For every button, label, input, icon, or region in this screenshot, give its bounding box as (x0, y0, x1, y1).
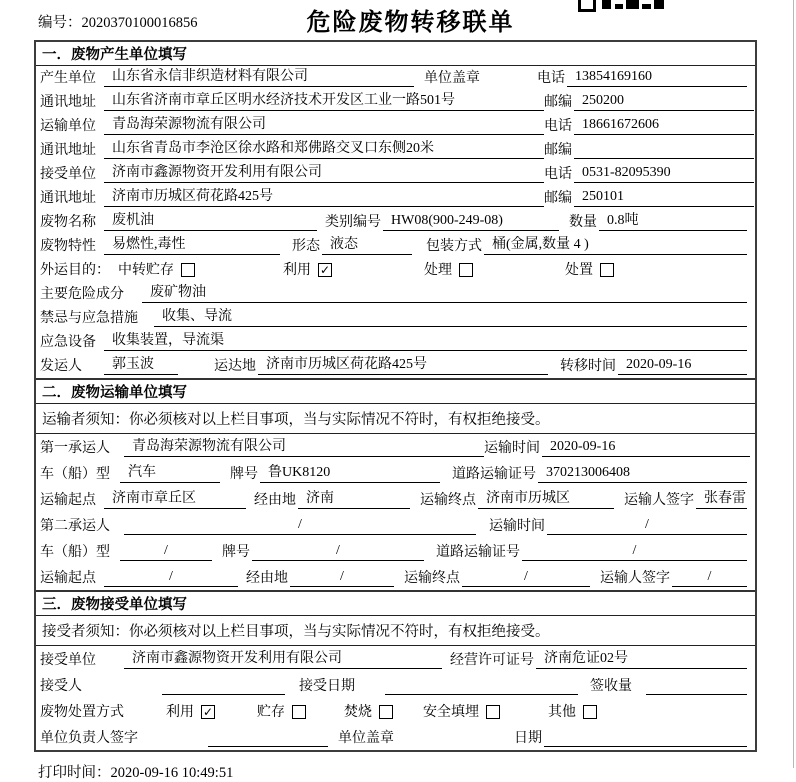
plate-number-value: 鲁UK8120 (260, 464, 440, 483)
option-label: 安全填埋 (423, 705, 479, 720)
physical-form-value: 液态 (322, 236, 412, 255)
producer-address-row (36, 90, 755, 114)
waste-characteristics-label: 废物特性 (40, 239, 96, 254)
serial-label: 编号： (38, 15, 82, 31)
checkbox-unchecked (181, 263, 195, 277)
zip-label: 邮编 (544, 143, 572, 158)
receiver-notice: 接受者须知：你必须核对以上栏目事项，当与实际情况不符时，有权拒绝接受。 (36, 616, 755, 646)
waste-characteristics-row (36, 234, 755, 258)
category-code-value: HW08(900-249-08) (383, 212, 559, 231)
address-label: 通讯地址 (40, 95, 96, 110)
via-label: 经由地 (246, 571, 288, 586)
print-time-value: 2020-09-16 10:49:51 (110, 765, 234, 781)
checkbox-unchecked (379, 705, 393, 719)
checkbox-checked: ✓ (319, 263, 331, 277)
transfer-date-label: 转移时间 (560, 359, 616, 374)
disposal-option-landfill (423, 701, 500, 721)
receiver-unit-value: 济南市鑫源物资开发利用有限公司 (104, 164, 544, 183)
purpose-option-dispose (565, 259, 614, 279)
carrier-signature2-value: / (672, 568, 747, 587)
transporter-unit-row (36, 114, 755, 138)
zip-label: 邮编 (544, 95, 572, 110)
vehicle-type2-value: / (120, 542, 212, 561)
page-edge-divider (793, 0, 794, 768)
road-permit2-value: / (522, 542, 747, 561)
destination-label: 运达地 (214, 359, 256, 374)
address-label: 通讯地址 (40, 191, 96, 206)
receiver-unit-label: 接受单位 (40, 167, 96, 182)
transfer-purpose-label: 外运目的： (40, 263, 110, 278)
accepting-unit-label: 接受单位 (40, 653, 96, 668)
waste-characteristics-value: 易燃性,毒性 (104, 236, 280, 255)
phone-label: 电话 (537, 71, 565, 86)
license-number-label: 经营许可证号 (450, 653, 534, 668)
option-label: 处置 (565, 263, 593, 278)
transporter-address-row (36, 138, 755, 162)
print-time-label: 打印时间： (38, 765, 111, 781)
endpoint-label: 运输终点 (420, 493, 476, 508)
qr-code-icon (578, 0, 666, 10)
responsible-signature-row (36, 724, 755, 750)
acceptor-label: 接受人 (40, 679, 82, 694)
vehicle-type-label: 车（船）型 (40, 545, 110, 560)
checkbox-unchecked (292, 705, 306, 719)
emergency-equipment-row (36, 330, 755, 354)
transporter-zip-value (574, 157, 754, 159)
option-label: 其他 (548, 705, 576, 720)
transport-time-label: 运输时间 (484, 441, 540, 456)
packing-method-value: 桶(金属,数量 4 ) (484, 236, 747, 255)
carrier-signature-label: 运输人签字 (624, 493, 694, 508)
option-label: 中转贮存 (118, 263, 174, 278)
category-code-label: 类别编号 (325, 215, 381, 230)
purpose-option-treat (424, 259, 473, 279)
producer-zip-value: 250200 (574, 92, 754, 111)
transporter-phone-value: 18661672606 (574, 116, 754, 135)
serial-number (38, 11, 198, 32)
transporter-address-value: 山东省青岛市李沧区徐水路和郑佛路交叉口东侧20米 (104, 140, 544, 159)
transport-time-label: 运输时间 (489, 519, 545, 534)
emergency-equipment-value: 收集装置，导流渠 (104, 332, 747, 351)
quantity-label: 数量 (569, 215, 597, 230)
endpoint-label: 运输终点 (404, 571, 460, 586)
vehicle-type-value: 汽车 (120, 464, 220, 483)
consignor-value: 郭玉波 (104, 356, 178, 375)
contraindication-row (36, 306, 755, 330)
origin-value: 济南市章丘区 (104, 490, 246, 509)
option-label: 焚烧 (344, 705, 372, 720)
quantity-value: 0.8吨 (599, 212, 747, 231)
road-permit-label: 道路运输证号 (436, 545, 520, 560)
via2-value: / (290, 568, 394, 587)
transporter-notice: 运输者须知：你必须核对以上栏目事项，当与实际情况不符时，有权拒绝接受。 (36, 404, 755, 434)
received-amount-label: 签收量 (590, 679, 632, 694)
contraindication-label: 禁忌与应急措施 (40, 311, 138, 326)
page-title: 危险废物转移联单 (306, 9, 515, 36)
main-hazard-label: 主要危险成分 (40, 287, 124, 302)
unit-seal-label: 单位盖章 (338, 731, 394, 746)
address-label: 通讯地址 (40, 143, 96, 158)
consignor-row (36, 354, 755, 378)
checkbox-unchecked (486, 705, 500, 719)
section1-header: 一．废物产生单位填写 (36, 42, 755, 66)
producer-address-value: 山东省济南市章丘区明水经济技术开发区工业一路501号 (104, 92, 544, 111)
checkbox-unchecked (459, 263, 473, 277)
producer-unit-value: 山东省永信非织造材料有限公司 (104, 68, 414, 87)
waste-name-row (36, 210, 755, 234)
second-carrier-value: / (124, 516, 476, 535)
option-label: 利用 (283, 263, 311, 278)
phone-label: 电话 (544, 167, 572, 182)
first-carrier-row (36, 434, 755, 460)
print-time (38, 761, 796, 782)
producer-phone-value: 13854169160 (567, 68, 747, 87)
origin2-value: / (104, 568, 238, 587)
via-label: 经由地 (254, 493, 296, 508)
vehicle2-row (36, 538, 755, 564)
disposal-method-row (36, 698, 755, 724)
receiver-address-row (36, 186, 755, 210)
accepting-unit-value: 济南市鑫源物资开发利用有限公司 (124, 650, 442, 669)
purpose-option-storage (118, 259, 195, 279)
date-label: 日期 (514, 731, 542, 746)
responsible-signature-value (208, 745, 328, 747)
receiver-address-value: 济南市历城区荷花路425号 (104, 188, 544, 207)
second-carrier-label: 第二承运人 (40, 519, 110, 534)
producer-unit-row (36, 66, 755, 90)
receiver-phone-value: 0531-82095390 (574, 164, 754, 183)
consignor-label: 发运人 (40, 359, 82, 374)
second-carrier-row (36, 512, 755, 538)
disposal-option-utilize (166, 701, 215, 721)
disposal-option-incinerate (344, 701, 393, 721)
physical-form-label: 形态 (292, 239, 320, 254)
transfer-purpose-row (36, 258, 755, 282)
main-hazard-value: 废矿物油 (142, 284, 747, 303)
first-carrier-label: 第一承运人 (40, 441, 110, 456)
first-carrier-value: 青岛海荣源物流有限公司 (124, 438, 484, 457)
acceptor-value (162, 693, 285, 695)
date-value (544, 745, 747, 747)
carrier-signature-label: 运输人签字 (600, 571, 670, 586)
endpoint2-value: / (462, 568, 590, 587)
route2-row (36, 564, 755, 590)
section3-header: 三．废物接受单位填写 (36, 590, 755, 616)
section2-header: 二．废物运输单位填写 (36, 378, 755, 404)
accept-date-label: 接受日期 (299, 679, 355, 694)
unit-seal-label: 单位盖章 (424, 71, 480, 86)
responsible-signature-label: 单位负责人签字 (40, 731, 138, 746)
main-hazard-row (36, 282, 755, 306)
option-label: 贮存 (257, 705, 285, 720)
producer-unit-label: 产生单位 (40, 71, 96, 86)
option-label: 处理 (424, 263, 452, 278)
checkbox-unchecked (583, 705, 597, 719)
plate-number-label: 牌号 (230, 467, 258, 482)
receiver-zip-value: 250101 (574, 188, 754, 207)
endpoint-value: 济南市历城区 (478, 490, 614, 509)
waste-name-value: 废机油 (104, 212, 317, 231)
vehicle1-row (36, 460, 755, 486)
accept-date-value (385, 693, 578, 695)
contraindication-value: 收集、导流 (154, 308, 747, 327)
document-header (0, 0, 796, 40)
road-permit-value: 370213006408 (538, 464, 747, 483)
via-value: 济南 (298, 490, 410, 509)
waste-name-label: 废物名称 (40, 215, 96, 230)
vehicle-type-label: 车（船）型 (40, 467, 110, 482)
emergency-equipment-label: 应急设备 (40, 335, 96, 350)
receiver-unit-row (36, 162, 755, 186)
road-permit-label: 道路运输证号 (452, 467, 536, 482)
acceptor-row (36, 672, 755, 698)
transport-time2-value: / (547, 516, 747, 535)
transfer-form-table (34, 40, 757, 752)
carrier-signature-value: 张春雷 (696, 490, 747, 509)
disposal-option-other (548, 701, 597, 721)
plate-number2-value: / (252, 542, 424, 561)
destination-value: 济南市历城区荷花路425号 (258, 356, 548, 375)
disposal-method-label: 废物处置方式 (40, 705, 124, 720)
option-label: 利用 (166, 705, 194, 720)
purpose-option-utilize (283, 259, 332, 279)
checkbox-checked: ✓ (202, 705, 214, 719)
accepting-unit-row (36, 646, 755, 672)
transfer-date-value: 2020-09-16 (618, 356, 747, 375)
disposal-option-storage (257, 701, 306, 721)
checkbox-unchecked (600, 263, 614, 277)
origin-label: 运输起点 (40, 493, 96, 508)
packing-method-label: 包装方式 (426, 239, 482, 254)
serial-value: 2020370100016856 (81, 15, 198, 31)
plate-number-label: 牌号 (222, 545, 250, 560)
license-number-value: 济南危证02号 (536, 650, 747, 669)
transporter-unit-value: 青岛海荣源物流有限公司 (104, 116, 544, 135)
transporter-unit-label: 运输单位 (40, 119, 96, 134)
zip-label: 邮编 (544, 191, 572, 206)
received-amount-value (646, 693, 747, 695)
route1-row (36, 486, 755, 512)
origin-label: 运输起点 (40, 571, 96, 586)
transport-time-value: 2020-09-16 (542, 438, 750, 457)
phone-label: 电话 (544, 119, 572, 134)
